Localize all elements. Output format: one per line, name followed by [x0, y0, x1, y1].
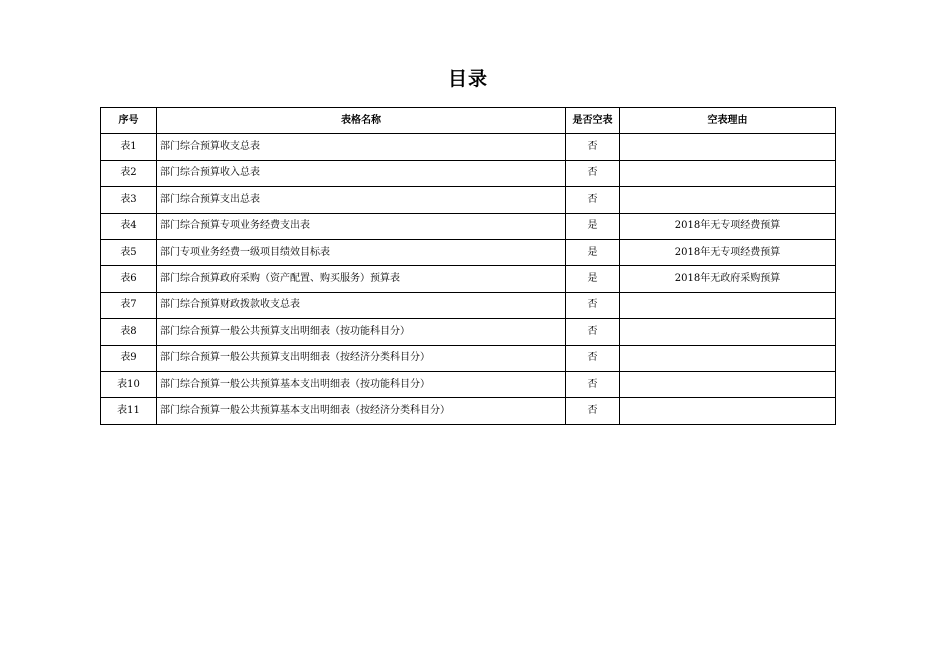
table-row	[101, 239, 836, 265]
row-number: 表4	[101, 213, 157, 239]
row-number: 表3	[101, 187, 157, 213]
table-name-cell: 部门综合预算政府采购（资产配置、购买服务）预算表	[157, 266, 566, 292]
table-row	[101, 292, 836, 318]
empty-reason-cell	[620, 345, 836, 371]
table-name-cell: 部门综合预算支出总表	[157, 187, 566, 213]
table-row	[101, 134, 836, 160]
row-number: 表9	[101, 345, 157, 371]
row-number: 表7	[101, 292, 157, 318]
empty-reason-cell	[620, 160, 836, 186]
is-empty-cell: 否	[566, 134, 620, 160]
table-name-cell: 部门综合预算一般公共预算支出明细表（按经济分类科目分）	[157, 345, 566, 371]
table-row	[101, 371, 836, 397]
is-empty-cell: 否	[566, 160, 620, 186]
table-name-cell: 部门综合预算财政拨款收支总表	[157, 292, 566, 318]
is-empty-cell: 是	[566, 239, 620, 265]
empty-reason-cell	[620, 134, 836, 160]
table-row	[101, 213, 836, 239]
header-name: 表格名称	[157, 108, 566, 134]
table-header-row	[101, 108, 836, 134]
header-no: 序号	[101, 108, 157, 134]
table-name-cell: 部门综合预算专项业务经费支出表	[157, 213, 566, 239]
row-number: 表6	[101, 266, 157, 292]
is-empty-cell: 是	[566, 213, 620, 239]
is-empty-cell: 否	[566, 371, 620, 397]
catalog-table	[100, 107, 836, 425]
row-number: 表5	[101, 239, 157, 265]
table-name-cell: 部门专项业务经费一级项目绩效目标表	[157, 239, 566, 265]
table-body	[101, 134, 836, 424]
table-row	[101, 187, 836, 213]
header-reason: 空表理由	[620, 108, 836, 134]
empty-reason-cell: 2018年无专项经费预算	[620, 239, 836, 265]
table-name-cell: 部门综合预算收入总表	[157, 160, 566, 186]
page-title: 目录	[447, 68, 488, 90]
empty-reason-cell	[620, 292, 836, 318]
empty-reason-cell: 2018年无政府采购预算	[620, 266, 836, 292]
table-row	[101, 266, 836, 292]
table-name-cell: 部门综合预算收支总表	[157, 134, 566, 160]
table-row	[101, 319, 836, 345]
row-number: 表2	[101, 160, 157, 186]
is-empty-cell: 否	[566, 319, 620, 345]
is-empty-cell: 是	[566, 266, 620, 292]
row-number: 表1	[101, 134, 157, 160]
is-empty-cell: 否	[566, 292, 620, 318]
is-empty-cell: 否	[566, 187, 620, 213]
row-number: 表8	[101, 319, 157, 345]
empty-reason-cell	[620, 371, 836, 397]
row-number: 表11	[101, 398, 157, 424]
empty-reason-cell: 2018年无专项经费预算	[620, 213, 836, 239]
empty-reason-cell	[620, 398, 836, 424]
table-row	[101, 345, 836, 371]
table-name-cell: 部门综合预算一般公共预算基本支出明细表（按经济分类科目分）	[157, 398, 566, 424]
row-number: 表10	[101, 371, 157, 397]
table-name-cell: 部门综合预算一般公共预算支出明细表（按功能科目分）	[157, 319, 566, 345]
empty-reason-cell	[620, 319, 836, 345]
header-empty: 是否空表	[566, 108, 620, 134]
empty-reason-cell	[620, 187, 836, 213]
table-row	[101, 160, 836, 186]
is-empty-cell: 否	[566, 398, 620, 424]
table-row	[101, 398, 836, 424]
is-empty-cell: 否	[566, 345, 620, 371]
table-name-cell: 部门综合预算一般公共预算基本支出明细表（按功能科目分）	[157, 371, 566, 397]
